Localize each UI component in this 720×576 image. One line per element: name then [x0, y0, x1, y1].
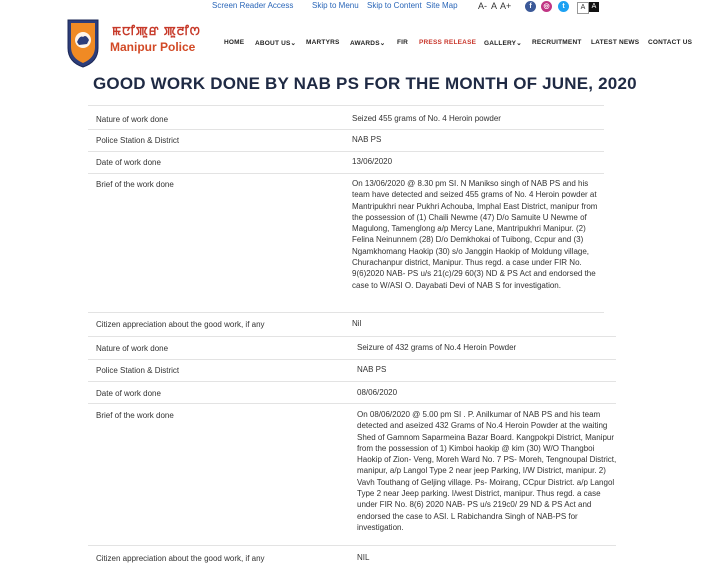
record-1-ps-value: NAB PS: [352, 135, 382, 144]
nav-awards-label: AWARDS: [350, 40, 380, 47]
nav-about-us[interactable]: [255, 39, 296, 47]
chevron-down-icon: ⌄: [379, 40, 386, 47]
skip-to-menu-link[interactable]: Skip to Menu: [312, 1, 359, 10]
row-divider: [88, 151, 604, 152]
nav-press-release[interactable]: PRESS RELEASE: [419, 39, 477, 46]
record-2-brief-value: On 08/06/2020 @ 5.00 pm SI . P. Anilkumar of NAB PS and his team detected and aseized 432 Grams of No.4 Heroin Powder at the waiting Shed of Gamnom Saparmeina Bazar Board. Kangpokpi District, Manipur from the possession of 1) Kimboi haokip @ kim (30) W/O Thangboi Haokip of Zion- Veng, Moreh Ward No. 7 PS- Moreh, Tengnoupal District, manipur, a/p Langol Type 2 near jeep Parking, I/W District, manipur. 2) Vavh Touthang of Geljing village. Ps- Moirang, CCpur District. a/p Langol Type 2 near Jeep parking. I/west District, manipur. Thus regd. a case under FIR No. 8(6) 2020 NAB- PS u/s 219c0/ 29 ND & PS Act and endorsed the case to ASI. L Rabichandra Singh of NAB-PS for investigation.: [357, 410, 617, 532]
record-2-brief-label: Brief of the work done: [96, 411, 174, 420]
record-1-citizen-label: Citizen appreciation about the good work, if any: [96, 320, 265, 329]
record-1-nature-label: Nature of work done: [96, 115, 169, 124]
record-2-nature-label: Nature of work done: [96, 344, 169, 353]
row-divider: [88, 173, 604, 174]
row-divider: [88, 105, 604, 106]
record-1-date-label: Date of work done: [96, 158, 161, 167]
record-2-date-value: 08/06/2020: [357, 388, 398, 397]
brand-script-text: ꯃꯅꯤꯄꯨꯔ ꯄꯨꯂꯤꯁ: [112, 24, 201, 38]
record-2-citizen-value: NIL: [357, 553, 370, 562]
top-accessibility-bar: [0, 0, 720, 12]
row-divider: [88, 359, 616, 360]
nav-about-label: ABOUT US: [255, 40, 291, 47]
row-divider: [88, 381, 616, 382]
instagram-icon[interactable]: ◎: [541, 1, 552, 12]
screen-reader-link[interactable]: Screen Reader Access: [212, 1, 294, 10]
record-2-date-label: Date of work done: [96, 389, 161, 398]
nav-gallery-label: GALLERY: [484, 40, 517, 47]
twitter-icon[interactable]: t: [558, 1, 569, 12]
nav-martyrs[interactable]: MARTYRS: [306, 39, 340, 46]
record-2-nature-value: Seizure of 432 grams of No.4 Heroin Powder: [357, 343, 517, 352]
chevron-down-icon: ⌄: [290, 40, 297, 47]
row-divider: [88, 545, 616, 546]
nav-fir[interactable]: FIR: [397, 39, 409, 46]
nav-gallery[interactable]: [484, 39, 522, 47]
nav-latest-news[interactable]: LATEST NEWS: [591, 39, 640, 46]
font-normal-button[interactable]: A: [491, 1, 498, 11]
record-1-ps-label: Police Station & District: [96, 136, 180, 145]
skip-to-content-link[interactable]: Skip to Content: [367, 1, 422, 10]
record-2-citizen-label: Citizen appreciation about the good work, if any: [96, 554, 265, 563]
row-divider: [88, 129, 604, 130]
brand-name: Manipur Police: [110, 40, 196, 54]
row-divider: [88, 312, 604, 313]
nav-contact-us[interactable]: CONTACT US: [648, 39, 693, 46]
record-2-ps-label: Police Station & District: [96, 366, 180, 375]
site-map-link[interactable]: Site Map: [426, 1, 458, 10]
record-2-ps-value: NAB PS: [357, 365, 387, 374]
font-increase-button[interactable]: A+: [500, 1, 512, 11]
record-1-citizen-value: Nil: [352, 319, 362, 328]
record-1-date-value: 13/06/2020: [352, 157, 393, 166]
font-decrease-button[interactable]: A-: [478, 1, 487, 11]
row-divider: [88, 336, 616, 337]
record-1-brief-value: On 13/06/2020 @ 8.30 pm SI. N Manikso singh of NAB PS and his team have detected and seized 455 grams of No. 4 Heroin powder at Mantripukhri near Pukhri Achouba, Imphal East District, manipur from the possession of (1) Chaili Newme (47) D/o Samuite U Newme of Magulong, Tamenglong a/p Mercy Lane, Mantripukhri Manipur. (2) Felina Neinunnem (28) D/o Demkhokai of Tuibong, Ccpur and (3) Ngamkhomang Haokip (30) s/o Janggin Haokip of Moldung village, Churachanpur district, Manipur. Thus regd. a case under FIR No. 9(6)2020 NAB- PS u/s 21(c)/29 60(3) ND & PS Act and endorsed the case to W/ASI O. Dayabati Devi of NAB S for investigation.: [352, 179, 598, 290]
light-contrast-button[interactable]: A: [577, 2, 589, 14]
nav-recruitment[interactable]: RECRUITMENT: [532, 39, 582, 46]
nav-awards[interactable]: [350, 39, 385, 47]
manipur-police-emblem[interactable]: [66, 18, 100, 68]
dark-contrast-button[interactable]: A: [589, 2, 599, 12]
row-divider: [88, 403, 616, 404]
chevron-down-icon: ⌄: [516, 40, 522, 47]
facebook-icon[interactable]: f: [525, 1, 536, 12]
record-1-brief-label: Brief of the work done: [96, 180, 174, 189]
nav-home[interactable]: HOME: [224, 39, 245, 46]
record-1-nature-value: Seized 455 grams of No. 4 Heroin powder: [352, 114, 501, 123]
page-title: GOOD WORK DONE BY NAB PS FOR THE MONTH OF JUNE, 2020: [93, 74, 637, 93]
